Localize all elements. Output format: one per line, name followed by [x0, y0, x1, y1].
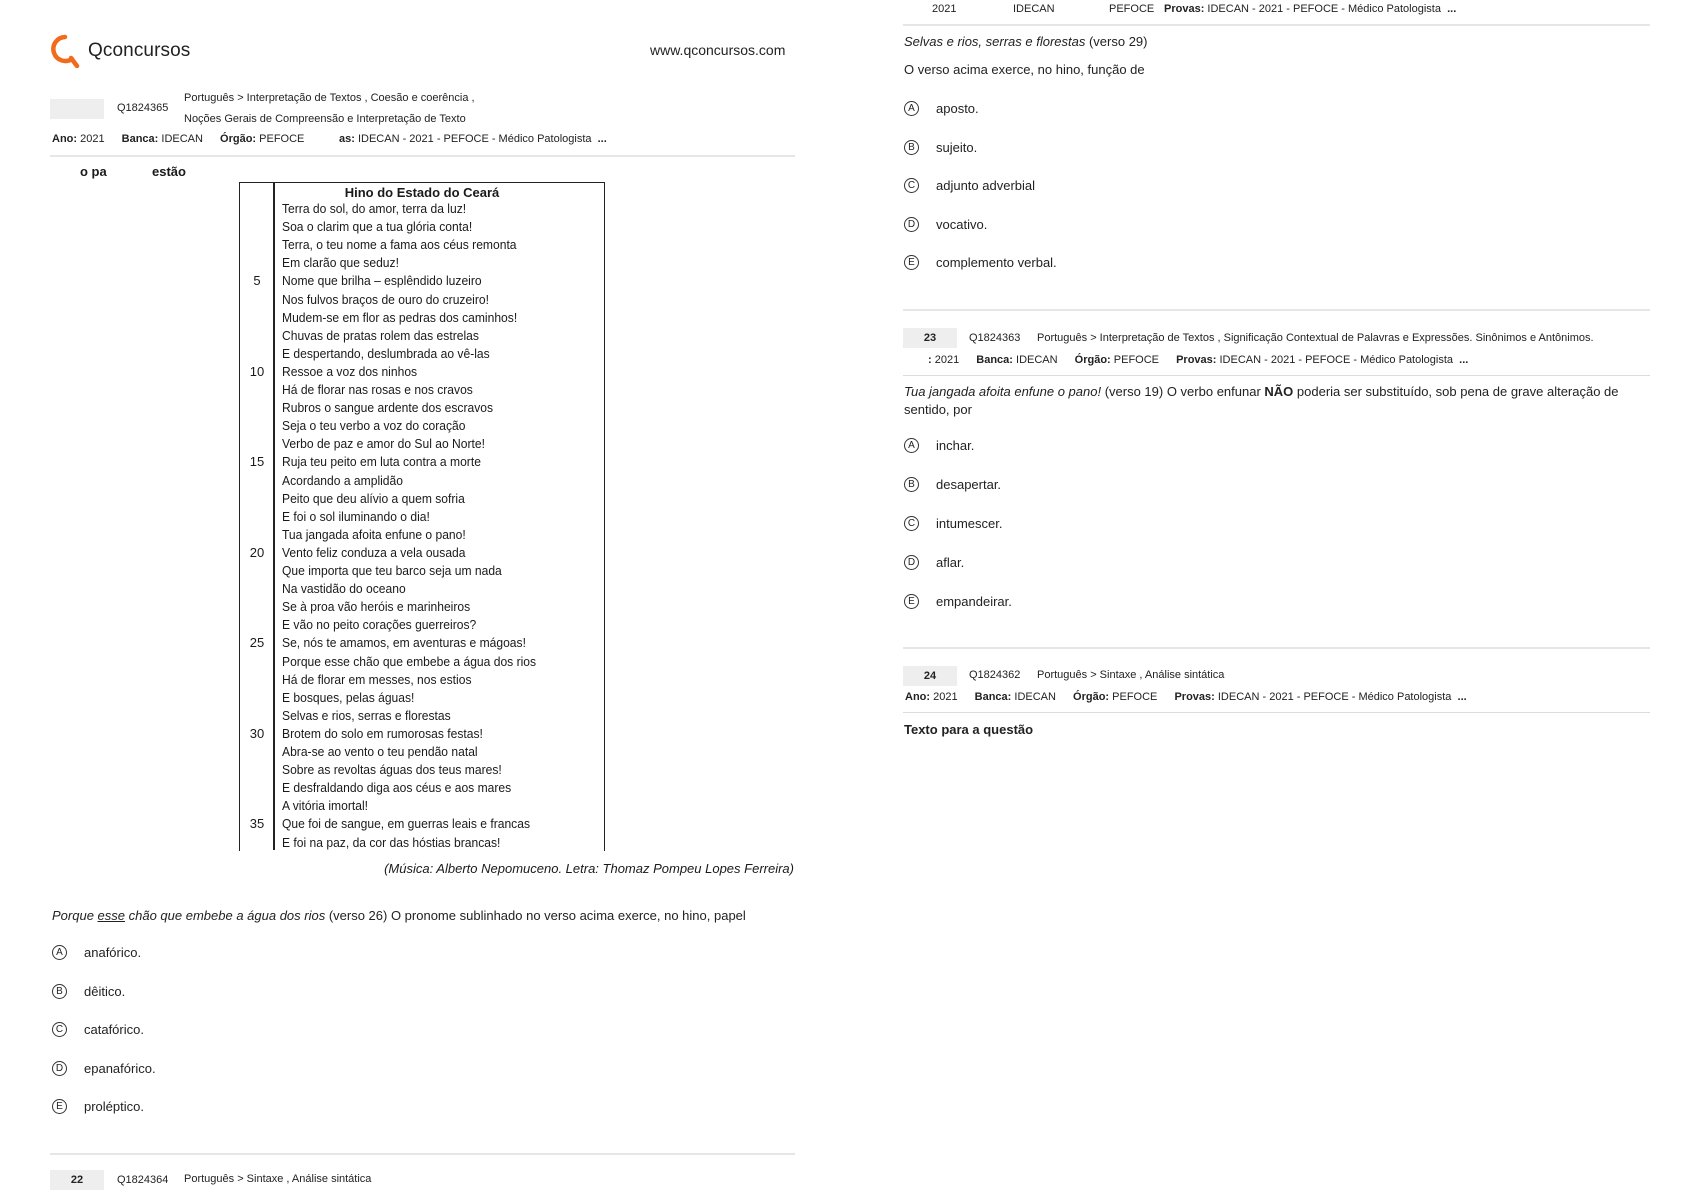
provas-label: Provas: [1174, 691, 1215, 703]
divider [50, 155, 795, 157]
hymn-verse: Que importa que teu barco seja um nada [282, 563, 502, 578]
hymn-verse: Soa o clarim que a tua glória conta! [282, 219, 473, 235]
provas-label: Provas: [1176, 354, 1217, 366]
option-text: adjunto adverbial [936, 178, 1036, 194]
ano-value: 2021 [80, 133, 105, 145]
question-subject: Português > Sintaxe , Análise sintática [184, 1173, 372, 1185]
partial-text-b: estão [152, 164, 186, 179]
site-url: www.qconcursos.com [650, 42, 786, 58]
hymn-line-number: 20 [249, 544, 265, 560]
statement-rest: (verso 26) O pronome sublinhado no verso acima exerce, no hino, papel [325, 908, 746, 923]
hymn-line-number: 30 [249, 725, 265, 741]
question-number-badge: 23 [903, 328, 957, 348]
option-text: anafórico. [84, 945, 142, 960]
hymn-verse: Nos fulvos braços de ouro do cruzeiro! [282, 291, 489, 307]
option-letter-circle[interactable]: B [52, 984, 67, 999]
ano-value: 2021 [933, 691, 958, 703]
option-text: catafórico. [84, 1022, 144, 1038]
question-statement [904, 33, 1148, 51]
ano-label: : [928, 354, 932, 366]
ano-value: 2021 [934, 354, 960, 366]
hymn-verse: Verbo de paz e amor do Sul ao Norte! [282, 436, 485, 452]
more-ellipsis[interactable]: ... [597, 133, 607, 145]
hymn-line-number: 35 [249, 816, 265, 832]
question-meta [905, 691, 1467, 703]
banca-label: Banca: [974, 691, 1012, 703]
hymn-verse: Em clarão que seduz! [282, 255, 399, 271]
provas-label: as: [339, 133, 355, 145]
option-letter-circle[interactable]: A [52, 945, 67, 960]
hymn-verse: Se, nós te amamos, em aventuras e mágoas! [282, 635, 526, 651]
question-statement [52, 907, 746, 925]
option-text: intumescer. [936, 516, 1003, 531]
hymn-verse: A vitória imortal! [282, 798, 369, 814]
hymn-verse: Ressoe a voz dos ninhos [282, 363, 418, 379]
answer-option-a[interactable] [52, 945, 141, 960]
hymn-verse: E vão no peito corações guerreiros? [282, 617, 477, 633]
hymn-line-number: 25 [249, 635, 265, 651]
hymn-verse: Ruja teu peito em luta contra a morte [282, 454, 481, 470]
hymn-verse: Nome que brilha – esplêndido luzeiro [282, 273, 482, 289]
provas-value: IDECAN - 2021 - PEFOCE - Médico Patologista [1207, 3, 1441, 15]
hymn-verse: Na vastidão do oceano [282, 581, 406, 597]
option-text: dêitico. [84, 983, 126, 999]
hymn-verse: Sobre as revoltas águas dos teus mares! [282, 762, 502, 778]
brand-name: Qconcursos [88, 40, 191, 61]
option-letter-circle[interactable]: B [904, 477, 919, 492]
ano-label: Ano: [52, 133, 78, 145]
question-provas [339, 133, 607, 145]
hymn-verse: Rubros o sangue ardente dos escravos [282, 400, 494, 416]
ano-value: 2021 [932, 3, 957, 15]
hymn-line-number: 5 [253, 273, 261, 289]
option-letter-circle[interactable]: B [904, 140, 919, 155]
banca-label: Banca: [976, 354, 1013, 366]
answer-option-b[interactable] [904, 477, 1001, 492]
banca-value: IDECAN [1013, 3, 1055, 15]
option-text: desapertar. [936, 477, 1002, 492]
option-text: vocativo. [936, 216, 988, 232]
qconcursos-logo-icon [50, 34, 80, 68]
orgao-value: PEFOCE [1109, 3, 1155, 15]
banca-value: IDECAN [161, 133, 203, 145]
provas-value: IDECAN - 2021 - PEFOCE - Médico Patologista [1217, 691, 1452, 703]
option-letter-circle[interactable]: D [52, 1061, 67, 1076]
hymn-verse: Terra do sol, do amor, terra da luz! [282, 201, 467, 216]
hymn-verse: Mudem-se em flor as pedras dos caminhos! [282, 309, 518, 325]
option-letter-circle[interactable]: E [904, 255, 919, 270]
divider [903, 309, 1650, 311]
hymn-verse: Acordando a amplidão [282, 472, 403, 488]
hymn-verse: Vento feliz conduza a vela ousada [282, 544, 466, 560]
question-meta [928, 354, 1468, 366]
answer-option-a[interactable] [904, 438, 974, 453]
option-letter-circle[interactable]: E [904, 594, 919, 609]
statement-rest-a: (verso 19) O verbo enfunar [1101, 384, 1265, 399]
answer-option-c[interactable] [904, 178, 1035, 193]
question-provas [1164, 3, 1456, 15]
statement-italic: Selvas e rios, serras e florestas [904, 34, 1086, 49]
option-letter-circle[interactable]: E [52, 1099, 67, 1114]
question-subject: Português > Interpretação de Textos , Significação Contextual de Palavras e Expressões. Sinônimos e Antônimos. [1037, 332, 1594, 344]
statement-italic-b: chão que embebe a água dos rios [125, 908, 326, 923]
hymn-verse: Há de florar nas rosas e nos cravos [282, 382, 473, 397]
question-subject: Português > Sintaxe , Análise sintática [1037, 669, 1225, 681]
hymn-verse: Tua jangada afoita enfune o pano! [282, 526, 466, 542]
question-number-badge: 22 [50, 1170, 104, 1190]
hymn-line-number: 10 [249, 363, 265, 379]
brand-logo [50, 34, 190, 68]
hymn-title: Hino do Estado do Ceará [344, 185, 500, 200]
hymn-verse: Peito que deu alívio a quem sofria [282, 490, 465, 506]
hymn-verse: E desfraldando diga aos céus e aos mares [282, 780, 512, 796]
option-letter-circle[interactable]: A [904, 438, 919, 453]
question-subject-line2: Noções Gerais de Compreensão e Interpretação de Texto [184, 113, 466, 125]
option-letter-circle[interactable]: C [52, 1022, 67, 1037]
more-ellipsis[interactable]: ... [1457, 691, 1467, 703]
answer-option-c[interactable] [52, 1022, 144, 1037]
hymn-line-number-divider [273, 182, 275, 850]
partial-text-a: o pa [80, 164, 107, 179]
hymn-verse: Abra-se ao vento o teu pendão natal [282, 744, 478, 759]
statement-rest: (verso 29) [1085, 34, 1148, 49]
orgao-value: PEFOCE [1112, 691, 1158, 703]
hymn-line-number: 15 [249, 454, 265, 470]
divider [903, 647, 1650, 649]
hymn-verse: E foi o sol iluminando o dia! [282, 508, 430, 524]
answer-option-c[interactable] [904, 516, 1002, 531]
divider [50, 1153, 795, 1155]
hymn-verse: Que foi de sangue, em guerras leais e francas [282, 816, 530, 832]
statement-rest-b: poderia ser substituído, sob pena de grave alteração de sentido, por [904, 384, 1619, 417]
statement-bold: NÃO [1264, 384, 1294, 399]
hymn-verse: E foi na paz, da cor das hóstias brancas! [282, 834, 501, 850]
divider [903, 375, 1650, 376]
more-ellipsis[interactable]: ... [1447, 3, 1457, 15]
hymn-verse: Seja o teu verbo a voz do coração [282, 418, 466, 434]
banca-label: Banca: [121, 133, 159, 145]
question-meta-top [932, 3, 956, 15]
answer-option-a[interactable] [904, 101, 979, 116]
statement-italic-a: Porque [52, 908, 98, 923]
question-number-badge: 24 [903, 666, 957, 686]
answer-option-e[interactable] [52, 1099, 144, 1114]
question-number-badge [50, 99, 104, 119]
question-id[interactable]: Q1824364 [117, 1174, 169, 1186]
option-text: sujeito. [936, 139, 978, 155]
question-meta [52, 133, 304, 145]
divider [903, 712, 1650, 713]
provas-value: IDECAN - 2021 - PEFOCE - Médico Patologista [1219, 354, 1454, 366]
question-id[interactable]: Q1824365 [117, 102, 169, 114]
hymn-credit: (Música: Alberto Nepomuceno. Letra: Thomaz Pompeu Lopes Ferreira) [384, 861, 794, 876]
option-text: empandeirar. [936, 594, 1012, 609]
answer-option-b[interactable] [52, 984, 125, 999]
provas-label: Provas: [1164, 3, 1205, 15]
option-letter-circle[interactable]: D [904, 217, 919, 232]
hymn-verse: E bosques, pelas águas! [282, 689, 415, 705]
question-subject-line1: Português > Interpretação de Textos , Coesão e coerência , [184, 92, 475, 104]
banca-value: IDECAN [1016, 354, 1058, 366]
answer-option-e[interactable] [904, 594, 1012, 609]
orgao-label: Órgão: [220, 133, 257, 145]
provas-value: IDECAN - 2021 - PEFOCE - Médico Patologista [357, 133, 592, 145]
ano-label: Ano: [905, 691, 931, 703]
answer-option-d[interactable] [904, 217, 987, 232]
option-letter-circle[interactable]: C [904, 178, 919, 193]
answer-option-d[interactable] [904, 555, 964, 570]
option-text: aposto. [936, 101, 979, 116]
option-text: epanafórico. [84, 1060, 156, 1076]
banca-value: IDECAN [1014, 691, 1056, 703]
orgao-label: Órgão: [1073, 691, 1110, 703]
option-letter-circle[interactable]: C [904, 516, 919, 531]
statement-italic: Tua jangada afoita enfune o pano! [904, 384, 1102, 399]
option-text: complemento verbal. [936, 255, 1057, 271]
statement-underlined: esse [97, 908, 126, 923]
hymn-verse: E despertando, deslumbrada ao vê-las [282, 345, 490, 361]
option-text: inchar. [936, 438, 975, 453]
orgao-label: Órgão: [1074, 354, 1111, 366]
answer-option-b[interactable] [904, 140, 977, 155]
hymn-verse: Chuvas de pratas rolem das estrelas [282, 327, 479, 343]
question-statement-line2: O verso acima exerce, no hino, função de [904, 62, 1145, 77]
question-statement [904, 383, 1649, 419]
answer-option-e[interactable] [904, 255, 1057, 270]
answer-option-d[interactable] [52, 1061, 156, 1076]
option-text: aflar. [936, 555, 965, 570]
orgao-value: PEFOCE [1113, 354, 1160, 366]
hymn-verse: Há de florar em messes, nos estios [282, 671, 472, 687]
hymn-verse: Se à proa vão heróis e marinheiros [282, 599, 471, 615]
option-letter-circle[interactable]: A [904, 101, 919, 116]
option-letter-circle[interactable]: D [904, 555, 919, 570]
hymn-verse: Porque esse chão que embebe a água dos rios [282, 653, 537, 669]
divider [903, 24, 1650, 26]
hymn-verse: Selvas e rios, serras e florestas [282, 707, 451, 723]
hymn-verse: Terra, o teu nome a fama aos céus remonta [282, 237, 517, 253]
orgao-value: PEFOCE [259, 133, 305, 145]
text-heading: Texto para a questão [904, 722, 1034, 737]
hymn-verse: Brotem do solo em rumorosas festas! [282, 725, 483, 741]
more-ellipsis[interactable]: ... [1459, 354, 1469, 366]
option-text: proléptico. [84, 1099, 144, 1115]
question-id[interactable]: Q1824362 [969, 669, 1021, 681]
question-id[interactable]: Q1824363 [969, 332, 1021, 344]
